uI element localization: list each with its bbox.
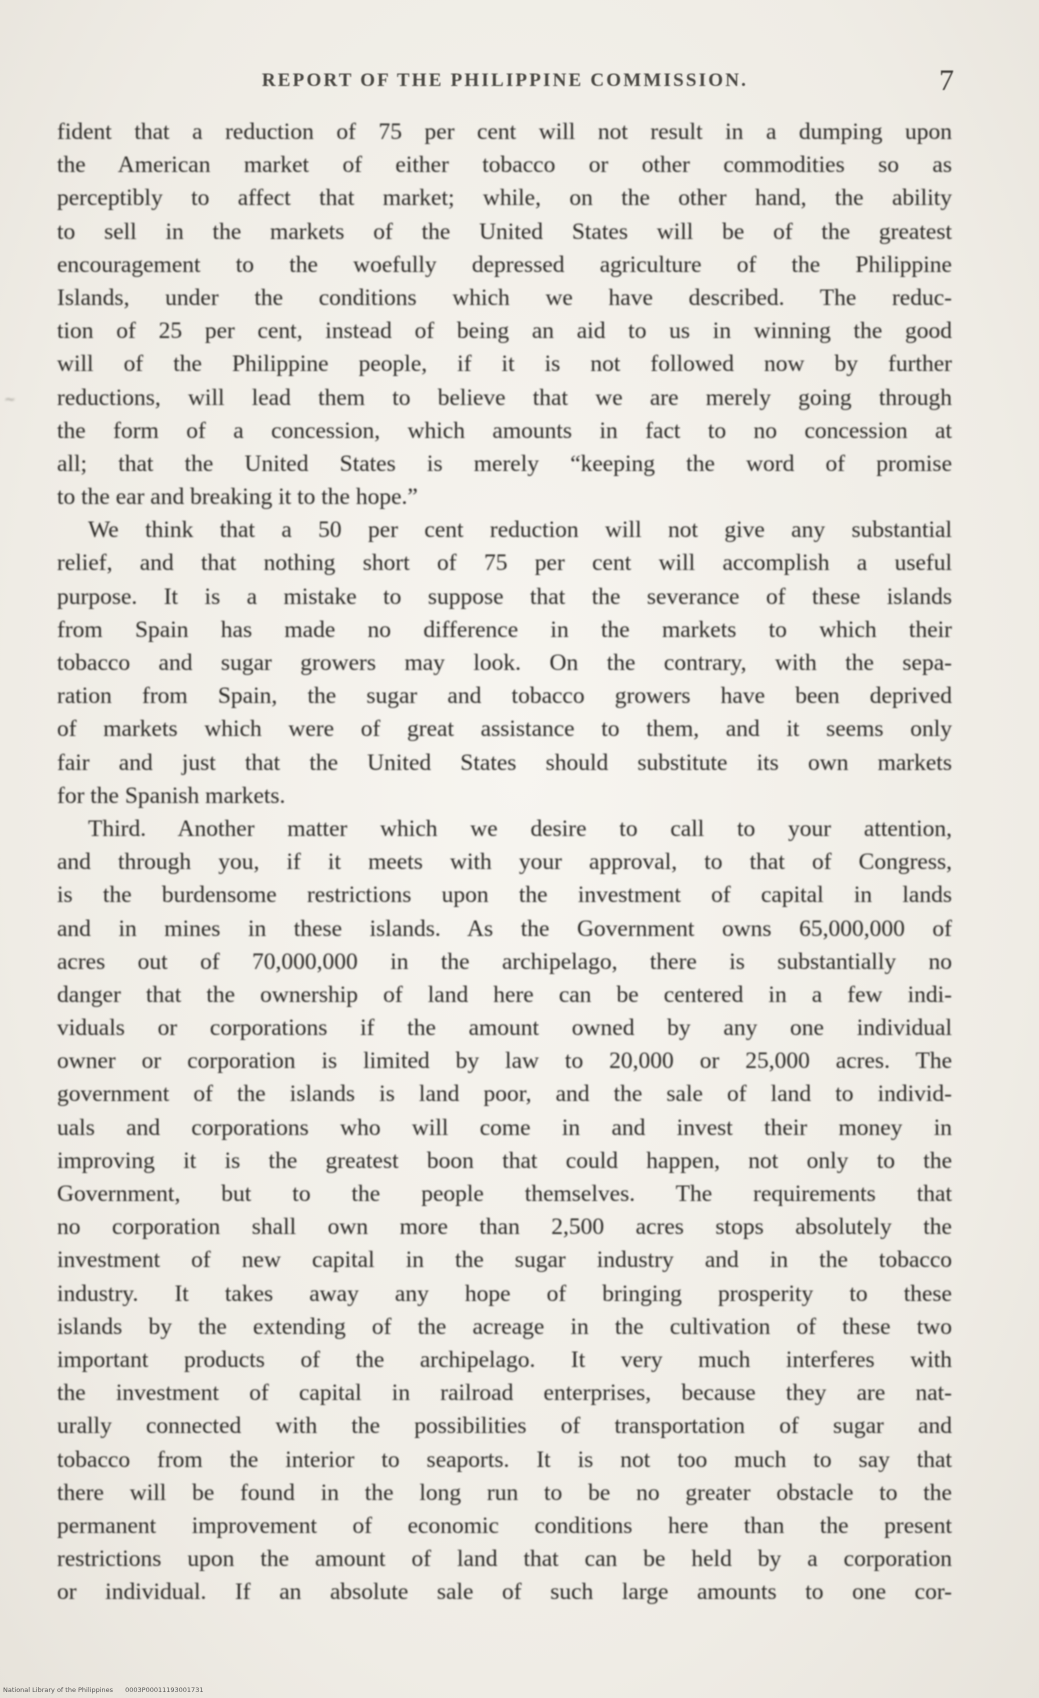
scan-footer [0,1684,303,1696]
text-line: and through you, if it meets with your approval, to that of Congress, [57,849,952,876]
text-line: permanent improvement of economic conditions here than the present [57,1512,952,1539]
running-title: REPORT OF THE PHILIPPINE COMMISSION. [261,70,749,91]
text-line: or individual. If an absolute sale of such large amounts to one cor- [57,1579,952,1606]
text-line: reductions, will lead them to believe that we are merely going through [57,384,952,411]
text-line: tobacco and sugar growers may look. On the contrary, with the sepa- [57,650,952,676]
text-line: will of the Philippine people, if it is not followed now by further [57,351,952,378]
text-line: Government, but to the people themselves. The requirements that [57,1181,952,1207]
margin-mark: ~ [4,392,16,408]
text-line: tion of 25 per cent, instead of being an aid to us in winning the good [57,318,952,345]
text-line: the investment of capital in railroad enterprises, because they are nat- [57,1380,952,1407]
text-line: uals and corporations who will come in and invest their money in [57,1114,952,1141]
text-line: fair and just that the United States should substitute its own markets [57,749,952,776]
text-line: ration from Spain, the sugar and tobacco growers have been deprived [57,683,952,710]
body-text [57,116,952,1609]
text-line: from Spain has made no difference in the markets to which their [57,616,952,643]
text-line: the American market of either tobacco or other commodities so as [57,152,952,179]
text-line: acres out of 70,000,000 in the archipelago, there is substantially no [57,948,952,975]
text-line: the form of a concession, which amounts in fact to no concession at [57,417,952,444]
text-line: urally connected with the possibilities of transportation of sugar and [57,1413,952,1440]
text-line: and in mines in these islands. As the Government owns 65,000,000 of [57,915,952,942]
scan-code: 0003P00011193001731 [125,1686,204,1694]
text-line: viduals or corporations if the amount owned by any one individual [57,1015,952,1042]
text-line: government of the islands is land poor, and the sale of land to individ- [57,1081,952,1108]
text-line: investment of new capital in the sugar industry and in the tobacco [57,1247,952,1274]
text-line: improving it is the greatest boon that could happen, not only to the [57,1147,952,1174]
text-line: Third. Another matter which we desire to call to your attention, [88,815,952,842]
text-line: owner or corporation is limited by law to 20,000 or 25,000 acres. The [57,1048,952,1075]
text-line: restrictions upon the amount of land that can be held by a corporation [57,1546,952,1573]
text-line: encouragement to the woefully depressed agriculture of the Philippine [57,251,952,278]
text-line: for the Spanish markets. [57,782,286,809]
running-head [60,64,954,98]
text-line: danger that the ownership of land here can be centered in a few indi- [57,981,952,1008]
text-line: no corporation shall own more than 2,500 acres stops absolutely the [57,1214,952,1241]
text-line: fident that a reduction of 75 per cent will not result in a dumping upon [57,119,952,145]
text-line: to sell in the markets of the United States will be of the greatest [57,218,952,245]
text-line: perceptibly to affect that market; while, on the other hand, the ability [57,185,952,212]
text-line: all; that the United States is merely “keeping the word of promise [57,450,952,477]
text-line: purpose. It is a mistake to suppose that the severance of these islands [57,583,952,610]
text-line: islands by the extending of the acreage in the cultivation of these two [57,1313,952,1340]
page-number: 7 [939,64,954,97]
text-line: Islands, under the conditions which we have described. The reduc- [57,284,952,311]
text-line: industry. It takes away any hope of bringing prosperity to these [57,1280,952,1307]
text-line: tobacco from the interior to seaports. It is not too much to say that [57,1446,952,1473]
library-credit: National Library of the Philippines [3,1686,114,1694]
text-line: to the ear and breaking it to the hope.” [57,484,418,511]
text-line: We think that a 50 per cent reduction will not give any substantial [88,517,952,544]
text-line: there will be found in the long run to be no greater obstacle to the [57,1479,952,1506]
text-line: important products of the archipelago. It very much interferes with [57,1346,952,1373]
text-line: of markets which were of great assistance to them, and it seems only [57,716,952,743]
text-line: relief, and that nothing short of 75 per cent will accomplish a useful [57,550,952,577]
text-line: is the burdensome restrictions upon the investment of capital in lands [57,882,952,909]
